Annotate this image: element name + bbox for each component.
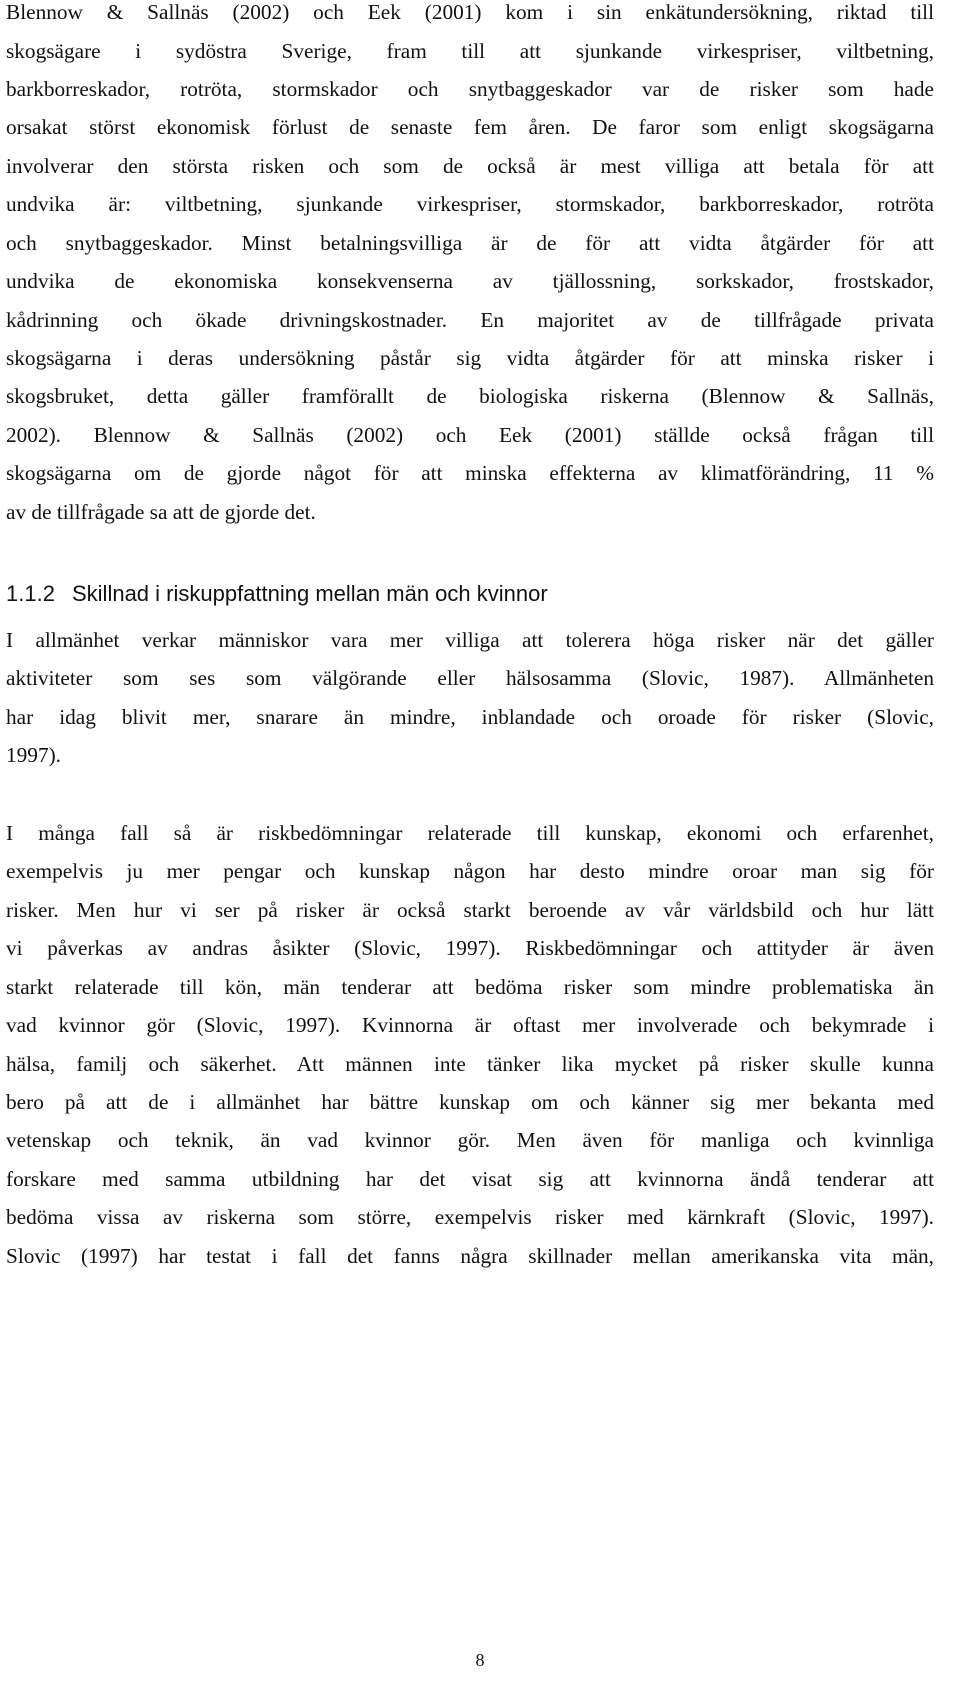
text-line: vetenskap och teknik, än vad kvinnor gör. Men även för manliga och kvinnliga [6,1128,934,1152]
section-number: 1.1.2 [6,581,55,606]
page-number: 8 [475,1650,485,1670]
text-line: vad kvinnor gör (Slovic, 1997). Kvinnorna är oftast mer involverade och bekymrade i [6,1013,934,1037]
text-line: bero på att de i allmänhet har bättre kunskap om och känner sig mer bekanta med [6,1090,934,1114]
text-line: vi påverkas av andras åsikter (Slovic, 1997). Riskbedömningar och attityder är även [6,936,934,960]
text-line: 1997). [6,743,62,767]
text-line: och snytbaggeskador. Minst betalningsvilliga är de för att vidta åtgärder för att [6,231,934,255]
text-line: Blennow & Sallnäs (2002) och Eek (2001) kom i sin enkätundersökning, riktad till [6,0,934,24]
text-line: I många fall så är riskbedömningar relaterade till kunskap, ekonomi och erfarenhet, [6,821,934,845]
text-line: I allmänhet verkar människor vara mer villiga att tolerera höga risker när det gäller [6,628,934,652]
text-line: har idag blivit mer, snarare än mindre, inblandade och oroade för risker (Slovic, [6,705,934,729]
text-line: hälsa, familj och säkerhet. Att männen inte tänker lika mycket på risker skulle kunna [6,1052,934,1076]
text-line: undvika de ekonomiska konsekvenserna av tjällossning, sorkskador, frostskador, [6,269,934,293]
text-line: undvika är: viltbetning, sjunkande virkespriser, stormskador, barkborreskador, rotröta [6,192,934,216]
text-line: aktiviteter som ses som välgörande eller hälsosamma (Slovic, 1987). Allmänheten [6,666,934,690]
text-line: involverar den största risken och som de också är mest villiga att betala för att [6,154,934,178]
text-line: risker. Men hur vi ser på risker är också starkt beroende av vår världsbild och hur lätt [6,898,934,922]
text-line: forskare med samma utbildning har det visat sig att kvinnorna ändå tenderar att [6,1167,934,1191]
text-line: skogsbruket, detta gäller framförallt de biologiska riskerna (Blennow & Sallnäs, [6,384,934,408]
section-title: Skillnad i riskuppfattning mellan män och kvinnor [72,581,548,606]
text-line: 2002). Blennow & Sallnäs (2002) och Eek (2001) ställde också frågan till [6,423,934,447]
text-line: skogsägarna om de gjorde något för att minska effekterna av klimatförändring, 11 % [6,461,934,485]
text-line: skogsägarna i deras undersökning påstår sig vidta åtgärder för att minska risker i [6,346,934,370]
section-heading [6,583,548,605]
text-line: skogsägare i sydöstra Sverige, fram till att sjunkande virkespriser, viltbetning, [6,39,934,63]
text-line: bedöma vissa av riskerna som större, exempelvis risker med kärnkraft (Slovic, 1997). [6,1205,934,1229]
text-line: kådrinning och ökade drivningskostnader. En majoritet av de tillfrågade privata [6,308,934,332]
text-line: starkt relaterade till kön, män tenderar att bedöma risker som mindre problematiska än [6,975,934,999]
text-line: orsakat störst ekonomisk förlust de senaste fem åren. De faror som enligt skogsägarna [6,115,934,139]
text-line: barkborreskador, rotröta, stormskador och snytbaggeskador var de risker som hade [6,77,934,101]
text-line: av de tillfrågade sa att de gjorde det. [6,500,316,524]
text-line: exempelvis ju mer pengar och kunskap någon har desto mindre oroar man sig för [6,859,934,883]
text-line: Slovic (1997) har testat i fall det fanns några skillnader mellan amerikanska vita män, [6,1244,934,1268]
